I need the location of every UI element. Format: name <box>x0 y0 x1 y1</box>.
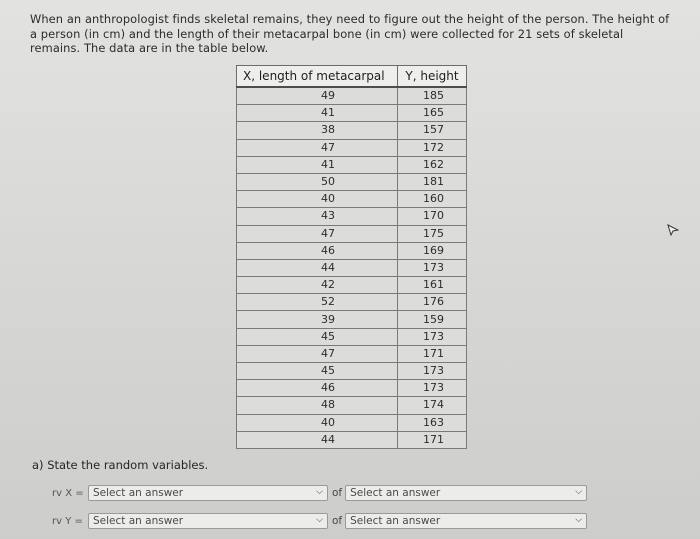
cell-y: 172 <box>398 139 467 156</box>
column-header-y: Y, height <box>398 66 467 88</box>
rv-x-variable-select-value: Select an answer <box>93 487 184 499</box>
cell-y: 173 <box>398 380 467 397</box>
rv-y-variable-select[interactable] <box>88 513 328 529</box>
data-table <box>236 65 467 449</box>
cell-y: 171 <box>398 431 467 448</box>
cell-x: 46 <box>237 242 398 259</box>
cell-y: 159 <box>398 311 467 328</box>
cell-y: 173 <box>398 259 467 276</box>
table-row <box>237 225 467 242</box>
table-row <box>237 345 467 362</box>
mouse-cursor-icon <box>667 224 679 236</box>
table-header-row <box>237 66 467 88</box>
chevron-down-icon: ⌵ <box>316 515 323 525</box>
table-row <box>237 87 467 105</box>
cell-y: 174 <box>398 397 467 414</box>
rv-y-row <box>52 512 587 530</box>
cell-x: 50 <box>237 173 398 190</box>
table-row <box>237 191 467 208</box>
cell-x: 41 <box>237 105 398 122</box>
rv-x-variable-select[interactable] <box>88 485 328 501</box>
cell-x: 47 <box>237 139 398 156</box>
cell-y: 181 <box>398 173 467 190</box>
cell-x: 40 <box>237 414 398 431</box>
table-row <box>237 294 467 311</box>
cell-x: 47 <box>237 345 398 362</box>
cell-x: 44 <box>237 259 398 276</box>
rv-x-unit-select-value: Select an answer <box>350 487 441 499</box>
cell-x: 45 <box>237 363 398 380</box>
table-row <box>237 397 467 414</box>
cell-y: 185 <box>398 87 467 105</box>
cell-y: 173 <box>398 363 467 380</box>
rv-x-of-label: of <box>332 487 343 499</box>
cell-y: 175 <box>398 225 467 242</box>
cell-x: 44 <box>237 431 398 448</box>
cell-y: 165 <box>398 105 467 122</box>
cell-y: 160 <box>398 191 467 208</box>
column-header-x: X, length of metacarpal <box>237 66 398 88</box>
cell-x: 42 <box>237 277 398 294</box>
cell-x: 45 <box>237 328 398 345</box>
cell-x: 40 <box>237 191 398 208</box>
table-row <box>237 105 467 122</box>
cell-x: 43 <box>237 208 398 225</box>
cell-x: 41 <box>237 156 398 173</box>
cell-x: 48 <box>237 397 398 414</box>
cell-x: 46 <box>237 380 398 397</box>
table-row <box>237 139 467 156</box>
cell-x: 47 <box>237 225 398 242</box>
table-row <box>237 156 467 173</box>
cell-y: 171 <box>398 345 467 362</box>
table-row <box>237 173 467 190</box>
problem-statement: When an anthropologist finds skeletal remains, they need to figure out the height of the person. The height of a person (in cm) and the length of their metacarpal bone (in cm) were collected for 21 sets of skeletal remains. The data are in the table below. <box>30 12 670 55</box>
cell-y: 161 <box>398 277 467 294</box>
table-row <box>237 414 467 431</box>
question-label: a) State the random variables. <box>32 458 209 472</box>
rv-y-label: rv Y = <box>52 515 83 527</box>
table-row <box>237 311 467 328</box>
rv-x-unit-select[interactable] <box>345 485 587 501</box>
cell-x: 49 <box>237 87 398 105</box>
chevron-down-icon: ⌵ <box>316 487 323 497</box>
cell-y: 173 <box>398 328 467 345</box>
rv-y-of-label: of <box>332 515 343 527</box>
cell-x: 38 <box>237 122 398 139</box>
cell-y: 162 <box>398 156 467 173</box>
table-row <box>237 363 467 380</box>
table-body <box>237 87 467 448</box>
rv-x-row <box>52 484 587 502</box>
table-row <box>237 431 467 448</box>
cell-y: 176 <box>398 294 467 311</box>
table-row <box>237 208 467 225</box>
table-row <box>237 122 467 139</box>
cell-y: 163 <box>398 414 467 431</box>
cell-y: 170 <box>398 208 467 225</box>
rv-y-unit-select-value: Select an answer <box>350 515 441 527</box>
table-row <box>237 259 467 276</box>
cell-x: 39 <box>237 311 398 328</box>
chevron-down-icon: ⌵ <box>575 487 583 497</box>
chevron-down-icon: ⌵ <box>575 515 583 525</box>
rv-y-unit-select[interactable] <box>345 513 587 529</box>
table-row <box>237 328 467 345</box>
cell-y: 157 <box>398 122 467 139</box>
table-row <box>237 277 467 294</box>
cell-x: 52 <box>237 294 398 311</box>
rv-y-variable-select-value: Select an answer <box>93 515 184 527</box>
rv-x-label: rv X = <box>52 487 84 499</box>
table-row <box>237 380 467 397</box>
table-row <box>237 242 467 259</box>
cell-y: 169 <box>398 242 467 259</box>
